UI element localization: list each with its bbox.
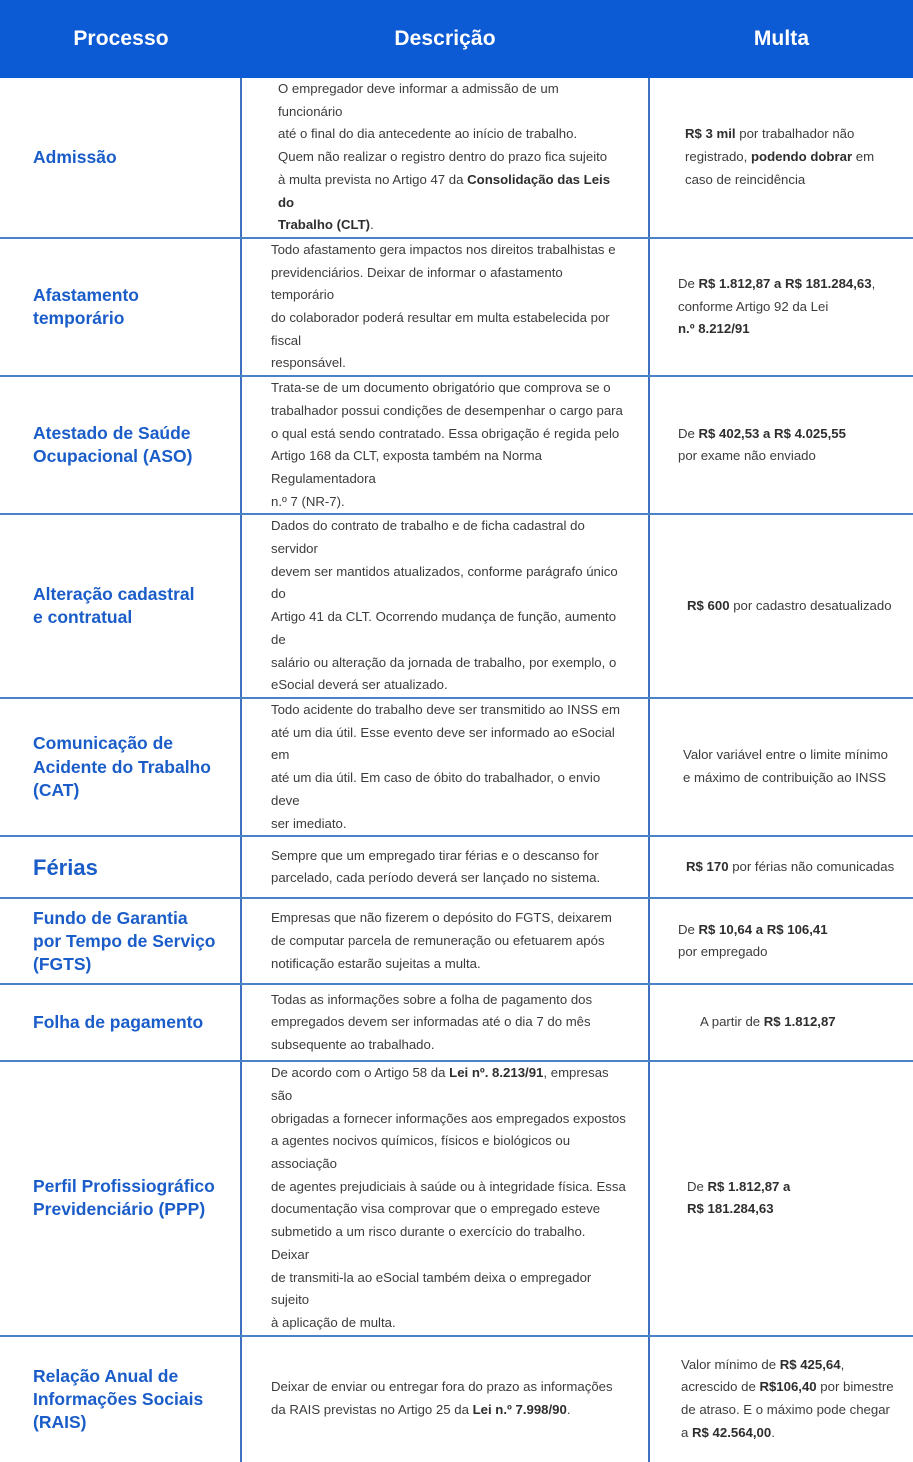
cell-multa: [650, 239, 913, 375]
description-text: O empregador deve informar a admissão de um funcionário até o final do dia antecedente ao início de trabalho. Quem não realizar o registro dentro do prazo fica sujeito à multa prevista no Artigo 47 da Consolidação das Leis do Trabalho (CLT).: [278, 81, 611, 233]
process-name-ferias: Férias: [33, 854, 98, 880]
table-row: [0, 239, 913, 377]
fine-text: De R$ 10,64 a R$ 106,41 por empregado: [678, 921, 828, 960]
description-text: Trata-se de um documento obrigatório que comprova se o trabalhador possui condições de desempenhar o cargo para o qual está sendo contratado. Essa obrigação é regida pelo Artigo 168 da CLT, exposta também na Norma Regulamentadora n.º 7 (NR-7).: [271, 380, 623, 509]
fine-text: De R$ 1.812,87 a R$ 181.284,63, conforme Artigo 92 da Lei n.º 8.212/91: [678, 275, 876, 337]
description-text: Dados do contrato de trabalho e de ficha cadastral do servidor devem ser mantidos atualizados, conforme parágrafo único do Artigo 41 da CLT. Ocorrendo mudança de função, aumento de salário ou alteração da jornada de trabalho, por exemplo, o eSocial deverá ser atualizado.: [271, 518, 618, 693]
table-row: [0, 837, 913, 899]
cell-descricao: [240, 699, 650, 835]
description-text: Deixar de enviar ou entregar fora do prazo as informações da RAIS previstas no Artigo 25 da Lei n.º 7.998/90.: [271, 1379, 613, 1418]
cell-processo: [0, 985, 240, 1060]
process-name-perfil-profissiografico-prev: Perfil Profissiográfico Previdenciário (PPP): [33, 1176, 215, 1220]
table-header-row: [0, 0, 913, 78]
fine-text: A partir de R$ 1.812,87: [700, 1014, 836, 1030]
process-name-folha-de-pagamento: Folha de pagamento: [33, 1012, 204, 1033]
cell-processo: [0, 239, 240, 375]
cell-multa: [650, 1062, 913, 1334]
description-text: Todo afastamento gera impactos nos direitos trabalhistas e previdenciários. Deixar de informar o afastamento temporário do colaborador poderá resultar em multa estabelecida por fiscal responsável.: [271, 241, 616, 371]
column-header-descricao: Descrição: [394, 27, 496, 50]
fine-text: R$ 170 por férias não comunicadas: [686, 858, 895, 874]
cell-multa: [650, 78, 913, 237]
process-name-relacao-anual-de-informacoes: Relação Anual de Informações Sociais (RAIS): [33, 1365, 204, 1432]
cell-descricao: [240, 1337, 650, 1462]
cell-processo: [0, 515, 240, 697]
process-name-afastamento-temporario: Afastamento temporário: [33, 284, 139, 329]
table-row: [0, 699, 913, 837]
cell-multa: [650, 985, 913, 1060]
cell-processo: [0, 377, 240, 513]
cell-descricao: [240, 837, 650, 897]
cell-processo: [0, 1337, 240, 1462]
fine-text: Valor variável entre o limite mínimo e máximo de contribuição ao INSS: [683, 747, 888, 786]
cell-multa: [650, 837, 913, 897]
table-row: [0, 899, 913, 985]
description-text: Todas as informações sobre a folha de pagamento dos empregados devem ser informadas até o dia 7 do mês subsequente ao trabalhado.: [271, 991, 593, 1053]
table-row: [0, 1062, 913, 1336]
table-row: [0, 78, 913, 239]
description-text: Sempre que um empregado tirar férias e o descanso for parcelado, cada período deverá ser lançado no sistema.: [271, 847, 601, 886]
cell-descricao: [240, 515, 650, 697]
cell-processo: [0, 78, 240, 237]
cell-descricao: [240, 985, 650, 1060]
fine-text: De R$ 1.812,87 a R$ 181.284,63: [687, 1178, 791, 1217]
fine-text: De R$ 402,53 a R$ 4.025,55 por exame não enviado: [678, 425, 846, 464]
cell-multa: [650, 1337, 913, 1462]
table-row: [0, 377, 913, 515]
cell-processo: [0, 699, 240, 835]
cell-descricao: [240, 78, 650, 237]
description-text: De acordo com o Artigo 58 da Lei nº. 8.213/91, empresas são obrigadas a fornecer informações aos empregados expostos a agentes nocivos químicos, físicos e biológicos ou associação de agentes prejudiciais à saúde ou à integridade física. Essa documentação visa comprovar que o empregado esteve submetido a um risco durante o exercício do trabalho. Deixar de transmiti-la ao eSocial também deixa o empregador sujeito à aplicação de multa.: [271, 1065, 626, 1330]
cell-descricao: [240, 899, 650, 983]
process-name-admissao: Admissão: [33, 146, 117, 167]
cell-descricao: [240, 1062, 650, 1334]
cell-multa: [650, 515, 913, 697]
fine-text: Valor mínimo de R$ 425,64, acrescido de R$106,40 por bimestre de atraso. E o máximo pode chegar a R$ 42.564,00.: [681, 1356, 894, 1440]
cell-multa: [650, 899, 913, 983]
cell-processo: [0, 837, 240, 897]
process-name-atestado-de-saude-ocupaciona: Atestado de Saúde Ocupacional (ASO): [33, 423, 193, 467]
cell-descricao: [240, 377, 650, 513]
cell-multa: [650, 377, 913, 513]
cell-processo: [0, 1062, 240, 1334]
process-name-fundo-de-garantia-por-tempo-: Fundo de Garantia por Tempo de Serviço (FGTS): [33, 907, 216, 974]
table-row: [0, 1337, 913, 1462]
process-name-comunicacao-de-acidente-do-t: Comunicação de Acidente do Trabalho (CAT): [33, 733, 211, 800]
description-text: Todo acidente do trabalho deve ser transmitido ao INSS em até um dia útil. Esse evento deve ser informado ao eSocial em até um dia útil. Em caso de óbito do trabalhador, o envio deve ser imediato.: [271, 701, 620, 831]
cell-multa: [650, 699, 913, 835]
table-row: [0, 515, 913, 699]
cell-descricao: [240, 239, 650, 375]
fine-text: R$ 600 por cadastro desatualizado: [687, 597, 892, 613]
column-header-multa: Multa: [753, 27, 810, 50]
table-row: [0, 985, 913, 1062]
fine-text: R$ 3 mil por trabalhador não registrado, podendo dobrar em caso de reincidência: [685, 126, 875, 187]
table-body: [0, 78, 913, 1462]
process-name-alteracao-cadastral-e-contra: Alteração cadastral e contratual: [33, 584, 195, 628]
column-header-processo: Processo: [73, 27, 169, 50]
cell-processo: [0, 899, 240, 983]
description-text: Empresas que não fizerem o depósito do FGTS, deixarem de computar parcela de remuneração ou efetuarem após notificação estarão sujeitas a multa.: [271, 910, 612, 971]
